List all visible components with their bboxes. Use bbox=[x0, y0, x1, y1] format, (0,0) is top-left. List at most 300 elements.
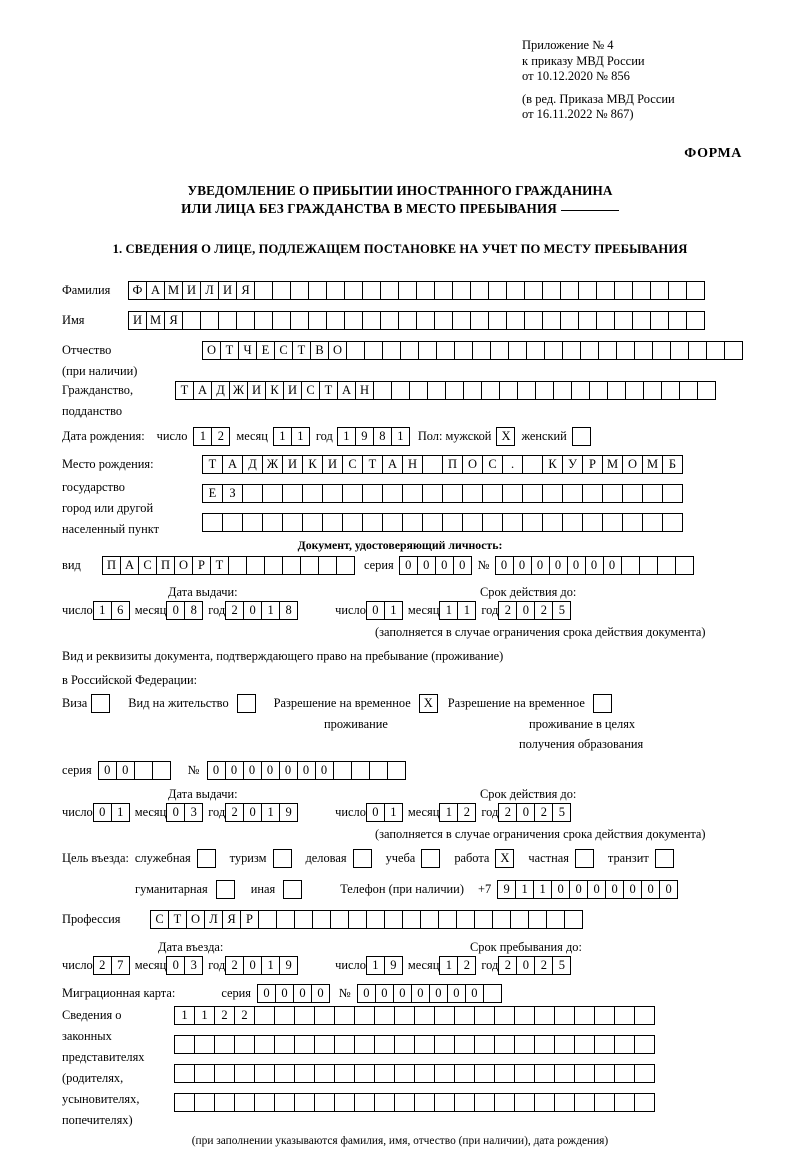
cell[interactable]: 3 bbox=[184, 956, 203, 975]
cell[interactable] bbox=[602, 484, 623, 503]
name-input[interactable] bbox=[128, 311, 704, 330]
cell[interactable] bbox=[333, 761, 352, 780]
cell[interactable]: А bbox=[120, 556, 139, 575]
cell[interactable]: 0 bbox=[516, 956, 535, 975]
cell[interactable] bbox=[454, 1006, 475, 1025]
cell[interactable]: Т bbox=[202, 455, 223, 474]
cell[interactable]: О bbox=[174, 556, 193, 575]
cell[interactable] bbox=[194, 1093, 215, 1112]
cell[interactable]: Р bbox=[192, 556, 211, 575]
cell[interactable] bbox=[522, 455, 543, 474]
cell[interactable] bbox=[452, 281, 471, 300]
cell[interactable]: 2 bbox=[534, 956, 553, 975]
cell[interactable] bbox=[380, 281, 399, 300]
cell[interactable] bbox=[463, 381, 482, 400]
cell[interactable] bbox=[254, 311, 273, 330]
sd-issue-month-input[interactable] bbox=[166, 803, 202, 822]
cell[interactable] bbox=[434, 311, 453, 330]
cell[interactable] bbox=[398, 281, 417, 300]
cell[interactable]: И bbox=[218, 281, 237, 300]
cell[interactable] bbox=[414, 1064, 435, 1083]
cell[interactable] bbox=[346, 341, 365, 360]
cell[interactable] bbox=[242, 513, 263, 532]
cell[interactable]: 8 bbox=[279, 601, 298, 620]
cell[interactable]: 2 bbox=[534, 601, 553, 620]
id-issue-day-input[interactable] bbox=[93, 601, 129, 620]
purpose-option-checkbox[interactable] bbox=[353, 849, 372, 868]
citizenship-input[interactable] bbox=[175, 381, 715, 400]
cell[interactable] bbox=[494, 1064, 515, 1083]
cell[interactable] bbox=[688, 341, 707, 360]
cell[interactable]: 0 bbox=[567, 556, 586, 575]
cell[interactable] bbox=[200, 311, 219, 330]
cell[interactable] bbox=[679, 381, 698, 400]
cell[interactable] bbox=[580, 341, 599, 360]
cell[interactable] bbox=[582, 513, 603, 532]
sd-issue-day-input[interactable] bbox=[93, 803, 129, 822]
cell[interactable] bbox=[290, 311, 309, 330]
cell[interactable] bbox=[254, 281, 273, 300]
cell[interactable] bbox=[194, 1035, 215, 1054]
cell[interactable]: Т bbox=[292, 341, 311, 360]
cell[interactable] bbox=[542, 311, 561, 330]
cell[interactable] bbox=[342, 484, 363, 503]
identity-doc-number-input[interactable] bbox=[495, 556, 693, 575]
cell[interactable]: 0 bbox=[603, 556, 622, 575]
cell[interactable]: 1 bbox=[384, 601, 403, 620]
cell[interactable] bbox=[560, 281, 579, 300]
cell[interactable]: 1 bbox=[391, 427, 410, 446]
cell[interactable] bbox=[218, 311, 237, 330]
cell[interactable] bbox=[642, 484, 663, 503]
cell[interactable]: 9 bbox=[279, 956, 298, 975]
cell[interactable] bbox=[242, 484, 263, 503]
cell[interactable]: 2 bbox=[225, 956, 244, 975]
cell[interactable] bbox=[514, 1006, 535, 1025]
cell[interactable]: А bbox=[337, 381, 356, 400]
cell[interactable] bbox=[494, 1006, 515, 1025]
cell[interactable] bbox=[362, 281, 381, 300]
cell[interactable]: 1 bbox=[261, 803, 280, 822]
cell[interactable] bbox=[514, 1093, 535, 1112]
cell[interactable]: 2 bbox=[234, 1006, 255, 1025]
entry-day-input[interactable] bbox=[93, 956, 129, 975]
cell[interactable] bbox=[594, 1035, 615, 1054]
cell[interactable]: 0 bbox=[166, 803, 185, 822]
cell[interactable] bbox=[402, 910, 421, 929]
cell[interactable] bbox=[634, 1006, 655, 1025]
cell[interactable]: 1 bbox=[261, 956, 280, 975]
cell[interactable]: С bbox=[274, 341, 293, 360]
cell[interactable]: И bbox=[282, 455, 303, 474]
cell[interactable]: 1 bbox=[194, 1006, 215, 1025]
cell[interactable] bbox=[228, 556, 247, 575]
purpose-option-checkbox[interactable] bbox=[273, 849, 292, 868]
cell[interactable]: Л bbox=[200, 281, 219, 300]
cell[interactable] bbox=[462, 513, 483, 532]
cell[interactable]: 0 bbox=[513, 556, 532, 575]
cell[interactable] bbox=[499, 381, 518, 400]
cell[interactable] bbox=[474, 1064, 495, 1083]
cell[interactable] bbox=[384, 910, 403, 929]
cell[interactable] bbox=[482, 484, 503, 503]
cell[interactable]: С bbox=[150, 910, 169, 929]
cell[interactable] bbox=[534, 1035, 555, 1054]
cell[interactable]: З bbox=[222, 484, 243, 503]
purpose-option-checkbox[interactable]: X bbox=[495, 849, 514, 868]
cell[interactable]: С bbox=[138, 556, 157, 575]
cell[interactable] bbox=[596, 281, 615, 300]
cell[interactable] bbox=[594, 1093, 615, 1112]
cell[interactable]: 0 bbox=[275, 984, 294, 1003]
cell[interactable] bbox=[668, 311, 687, 330]
patronymic-input[interactable] bbox=[202, 341, 742, 360]
cell[interactable] bbox=[434, 1093, 455, 1112]
cell[interactable]: О bbox=[622, 455, 643, 474]
cell[interactable]: 0 bbox=[447, 984, 466, 1003]
cell[interactable] bbox=[246, 556, 265, 575]
cell[interactable] bbox=[542, 281, 561, 300]
cell[interactable] bbox=[342, 513, 363, 532]
cell[interactable] bbox=[607, 381, 626, 400]
birthplace-line-2[interactable] bbox=[202, 484, 682, 503]
cell[interactable] bbox=[274, 1093, 295, 1112]
cell[interactable] bbox=[369, 761, 388, 780]
cell[interactable] bbox=[578, 311, 597, 330]
cell[interactable] bbox=[282, 484, 303, 503]
cell[interactable]: 0 bbox=[516, 803, 535, 822]
cell[interactable]: Я bbox=[222, 910, 241, 929]
cell[interactable] bbox=[174, 1035, 195, 1054]
cell[interactable] bbox=[262, 484, 283, 503]
cell[interactable] bbox=[402, 513, 423, 532]
cell[interactable]: 0 bbox=[375, 984, 394, 1003]
cell[interactable] bbox=[262, 513, 283, 532]
cell[interactable]: М bbox=[642, 455, 663, 474]
cell[interactable]: Е bbox=[256, 341, 275, 360]
cell[interactable]: И bbox=[283, 381, 302, 400]
cell[interactable] bbox=[621, 556, 640, 575]
id-valid-year-input[interactable] bbox=[498, 601, 570, 620]
phone-input[interactable] bbox=[497, 880, 677, 899]
cell[interactable] bbox=[481, 381, 500, 400]
cell[interactable]: Т bbox=[319, 381, 338, 400]
cell[interactable] bbox=[294, 1064, 315, 1083]
legal-reps-line-3[interactable] bbox=[174, 1064, 654, 1083]
cell[interactable] bbox=[528, 910, 547, 929]
cell[interactable] bbox=[582, 484, 603, 503]
cell[interactable] bbox=[398, 311, 417, 330]
cell[interactable]: М bbox=[602, 455, 623, 474]
cell[interactable] bbox=[454, 1035, 475, 1054]
cell[interactable] bbox=[274, 1064, 295, 1083]
cell[interactable] bbox=[472, 341, 491, 360]
cell[interactable] bbox=[182, 311, 201, 330]
cell[interactable] bbox=[534, 1093, 555, 1112]
cell[interactable] bbox=[294, 1006, 315, 1025]
cell[interactable]: 1 bbox=[439, 956, 458, 975]
cell[interactable] bbox=[675, 556, 694, 575]
cell[interactable]: 1 bbox=[515, 880, 534, 899]
cell[interactable]: И bbox=[182, 281, 201, 300]
cell[interactable]: 0 bbox=[531, 556, 550, 575]
cell[interactable] bbox=[662, 484, 683, 503]
cell[interactable]: 0 bbox=[585, 556, 604, 575]
cell[interactable] bbox=[502, 484, 523, 503]
cell[interactable] bbox=[514, 1035, 535, 1054]
sd-issue-year-input[interactable] bbox=[225, 803, 297, 822]
cell[interactable]: 6 bbox=[111, 601, 130, 620]
cell[interactable] bbox=[697, 381, 716, 400]
cell[interactable]: 0 bbox=[297, 761, 316, 780]
cell[interactable]: 0 bbox=[429, 984, 448, 1003]
cell[interactable] bbox=[258, 910, 277, 929]
cell[interactable] bbox=[602, 513, 623, 532]
cell[interactable]: 9 bbox=[355, 427, 374, 446]
cell[interactable] bbox=[234, 1035, 255, 1054]
cell[interactable]: С bbox=[301, 381, 320, 400]
cell[interactable] bbox=[562, 513, 583, 532]
cell[interactable] bbox=[394, 1006, 415, 1025]
cell[interactable] bbox=[380, 311, 399, 330]
cell[interactable] bbox=[374, 1093, 395, 1112]
cell[interactable]: 5 bbox=[552, 803, 571, 822]
cell[interactable] bbox=[294, 1035, 315, 1054]
cell[interactable] bbox=[542, 484, 563, 503]
cell[interactable] bbox=[314, 1064, 335, 1083]
cell[interactable] bbox=[322, 513, 343, 532]
stay-doc-number-input[interactable] bbox=[207, 761, 405, 780]
cell[interactable] bbox=[294, 910, 313, 929]
cell[interactable] bbox=[202, 513, 223, 532]
cell[interactable] bbox=[282, 556, 301, 575]
cell[interactable]: Я bbox=[236, 281, 255, 300]
cell[interactable]: 2 bbox=[214, 1006, 235, 1025]
cell[interactable]: 1 bbox=[533, 880, 552, 899]
cell[interactable] bbox=[326, 311, 345, 330]
migration-card-series-input[interactable] bbox=[257, 984, 329, 1003]
cell[interactable] bbox=[614, 1093, 635, 1112]
residence-checkbox[interactable] bbox=[237, 694, 256, 713]
cell[interactable]: 0 bbox=[166, 956, 185, 975]
cell[interactable] bbox=[456, 910, 475, 929]
cell[interactable]: 2 bbox=[457, 803, 476, 822]
cell[interactable] bbox=[438, 910, 457, 929]
cell[interactable]: К bbox=[265, 381, 284, 400]
purpose-option-checkbox[interactable] bbox=[197, 849, 216, 868]
cell[interactable] bbox=[354, 1006, 375, 1025]
identity-doc-series-input[interactable] bbox=[399, 556, 471, 575]
cell[interactable] bbox=[594, 1064, 615, 1083]
cell[interactable] bbox=[514, 1064, 535, 1083]
cell[interactable] bbox=[387, 761, 406, 780]
cell[interactable] bbox=[470, 281, 489, 300]
cell[interactable]: 0 bbox=[605, 880, 624, 899]
cell[interactable] bbox=[614, 281, 633, 300]
cell[interactable]: 0 bbox=[311, 984, 330, 1003]
cell[interactable]: 0 bbox=[257, 984, 276, 1003]
cell[interactable] bbox=[670, 341, 689, 360]
cell[interactable] bbox=[334, 1093, 355, 1112]
cell[interactable] bbox=[194, 1064, 215, 1083]
cell[interactable] bbox=[354, 1064, 375, 1083]
cell[interactable] bbox=[614, 1006, 635, 1025]
cell[interactable] bbox=[474, 1006, 495, 1025]
cell[interactable]: Т bbox=[220, 341, 239, 360]
cell[interactable] bbox=[434, 1064, 455, 1083]
visa-checkbox[interactable] bbox=[91, 694, 110, 713]
purpose-option-checkbox[interactable] bbox=[575, 849, 594, 868]
cell[interactable] bbox=[434, 281, 453, 300]
edu-residence-checkbox[interactable] bbox=[593, 694, 612, 713]
cell[interactable]: 3 bbox=[184, 803, 203, 822]
cell[interactable] bbox=[526, 341, 545, 360]
cell[interactable] bbox=[374, 1064, 395, 1083]
cell[interactable]: С bbox=[342, 455, 363, 474]
cell[interactable]: 1 bbox=[366, 956, 385, 975]
cell[interactable] bbox=[574, 1035, 595, 1054]
cell[interactable] bbox=[294, 1093, 315, 1112]
cell[interactable] bbox=[686, 311, 705, 330]
cell[interactable] bbox=[686, 281, 705, 300]
cell[interactable] bbox=[650, 281, 669, 300]
cell[interactable] bbox=[622, 513, 643, 532]
cell[interactable] bbox=[643, 381, 662, 400]
cell[interactable] bbox=[409, 381, 428, 400]
cell[interactable] bbox=[436, 341, 455, 360]
cell[interactable] bbox=[634, 1035, 655, 1054]
cell[interactable] bbox=[474, 1035, 495, 1054]
cell[interactable] bbox=[508, 341, 527, 360]
cell[interactable] bbox=[482, 513, 503, 532]
until-month-input[interactable] bbox=[439, 956, 475, 975]
cell[interactable]: П bbox=[442, 455, 463, 474]
cell[interactable]: А bbox=[146, 281, 165, 300]
cell[interactable]: 0 bbox=[587, 880, 606, 899]
cell[interactable] bbox=[394, 1093, 415, 1112]
cell[interactable]: М bbox=[164, 281, 183, 300]
cell[interactable] bbox=[312, 910, 331, 929]
cell[interactable]: 0 bbox=[261, 761, 280, 780]
id-valid-month-input[interactable] bbox=[439, 601, 475, 620]
cell[interactable] bbox=[354, 1035, 375, 1054]
birth-month-input[interactable] bbox=[273, 427, 309, 446]
cell[interactable] bbox=[553, 381, 572, 400]
surname-input[interactable] bbox=[128, 281, 704, 300]
cell[interactable] bbox=[625, 381, 644, 400]
cell[interactable]: 1 bbox=[457, 601, 476, 620]
cell[interactable] bbox=[534, 1064, 555, 1083]
cell[interactable] bbox=[490, 341, 509, 360]
cell[interactable] bbox=[462, 484, 483, 503]
entry-month-input[interactable] bbox=[166, 956, 202, 975]
cell[interactable]: 2 bbox=[534, 803, 553, 822]
cell[interactable]: 0 bbox=[225, 761, 244, 780]
cell[interactable]: 2 bbox=[225, 803, 244, 822]
cell[interactable]: 2 bbox=[225, 601, 244, 620]
cell[interactable] bbox=[488, 311, 507, 330]
cell[interactable] bbox=[362, 311, 381, 330]
cell[interactable] bbox=[614, 311, 633, 330]
cell[interactable] bbox=[302, 513, 323, 532]
cell[interactable] bbox=[394, 1035, 415, 1054]
cell[interactable]: Е bbox=[202, 484, 223, 503]
cell[interactable] bbox=[362, 484, 383, 503]
cell[interactable] bbox=[422, 513, 443, 532]
cell[interactable] bbox=[214, 1035, 235, 1054]
cell[interactable]: 9 bbox=[279, 803, 298, 822]
cell[interactable] bbox=[474, 910, 493, 929]
cell[interactable]: И bbox=[128, 311, 147, 330]
cell[interactable]: Р bbox=[582, 455, 603, 474]
cell[interactable]: 0 bbox=[411, 984, 430, 1003]
birthplace-line-1[interactable] bbox=[202, 455, 682, 474]
cell[interactable] bbox=[234, 1093, 255, 1112]
cell[interactable] bbox=[494, 1093, 515, 1112]
cell[interactable] bbox=[366, 910, 385, 929]
cell[interactable] bbox=[554, 1035, 575, 1054]
cell[interactable]: 2 bbox=[93, 956, 112, 975]
cell[interactable] bbox=[344, 311, 363, 330]
cell[interactable]: Я bbox=[164, 311, 183, 330]
cell[interactable] bbox=[152, 761, 171, 780]
cell[interactable] bbox=[391, 381, 410, 400]
cell[interactable] bbox=[214, 1064, 235, 1083]
cell[interactable] bbox=[578, 281, 597, 300]
cell[interactable] bbox=[650, 311, 669, 330]
cell[interactable] bbox=[373, 381, 392, 400]
cell[interactable]: 0 bbox=[366, 601, 385, 620]
cell[interactable]: Т bbox=[168, 910, 187, 929]
cell[interactable]: 0 bbox=[417, 556, 436, 575]
cell[interactable] bbox=[442, 484, 463, 503]
cell[interactable]: Ч bbox=[238, 341, 257, 360]
cell[interactable] bbox=[634, 1064, 655, 1083]
cell[interactable] bbox=[134, 761, 153, 780]
temp-residence-checkbox[interactable]: X bbox=[419, 694, 438, 713]
cell[interactable] bbox=[348, 910, 367, 929]
cell[interactable]: К bbox=[302, 455, 323, 474]
purpose-option-checkbox[interactable] bbox=[421, 849, 440, 868]
cell[interactable]: 0 bbox=[207, 761, 226, 780]
cell[interactable] bbox=[234, 1064, 255, 1083]
cell[interactable] bbox=[254, 1093, 275, 1112]
cell[interactable]: . bbox=[502, 455, 523, 474]
cell[interactable] bbox=[510, 910, 529, 929]
cell[interactable] bbox=[351, 761, 370, 780]
cell[interactable]: 1 bbox=[273, 427, 292, 446]
cell[interactable] bbox=[236, 311, 255, 330]
cell[interactable]: В bbox=[310, 341, 329, 360]
cell[interactable] bbox=[416, 311, 435, 330]
cell[interactable] bbox=[517, 381, 536, 400]
cell[interactable] bbox=[382, 341, 401, 360]
cell[interactable] bbox=[314, 1093, 335, 1112]
birth-day-input[interactable] bbox=[193, 427, 229, 446]
cell[interactable] bbox=[394, 1064, 415, 1083]
cell[interactable]: Т bbox=[362, 455, 383, 474]
cell[interactable] bbox=[554, 1064, 575, 1083]
cell[interactable]: 2 bbox=[498, 601, 517, 620]
cell[interactable] bbox=[334, 1006, 355, 1025]
cell[interactable]: Т bbox=[210, 556, 229, 575]
cell[interactable]: 1 bbox=[261, 601, 280, 620]
entry-year-input[interactable] bbox=[225, 956, 297, 975]
cell[interactable] bbox=[282, 513, 303, 532]
cell[interactable]: 0 bbox=[279, 761, 298, 780]
cell[interactable] bbox=[174, 1093, 195, 1112]
cell[interactable]: А bbox=[222, 455, 243, 474]
